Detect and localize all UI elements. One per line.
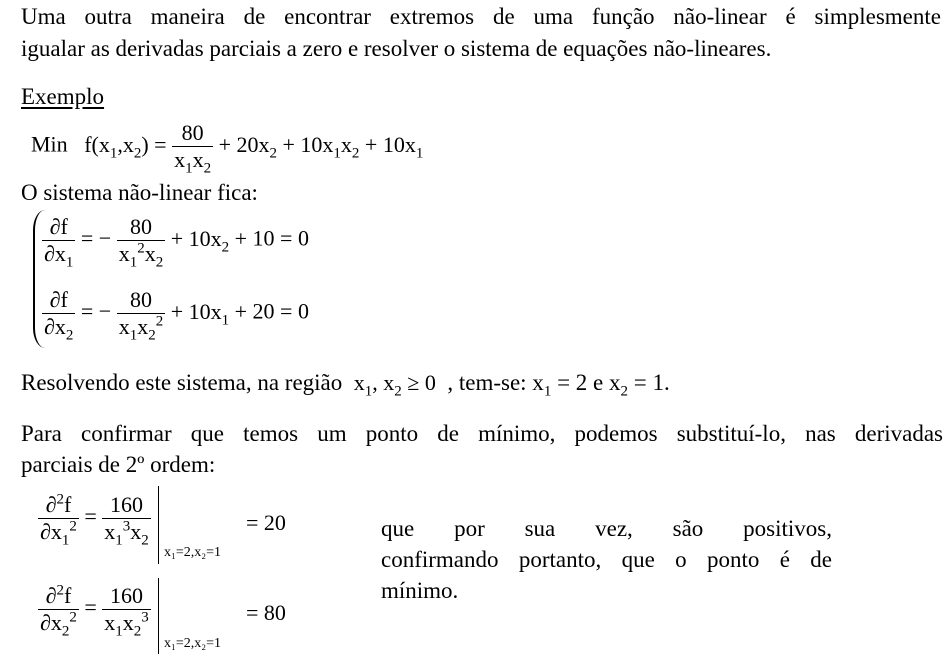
solution-middle: , tem-se: x bbox=[447, 370, 544, 395]
d2-fraction bbox=[102, 583, 151, 640]
eq2-numerator: 80 bbox=[129, 287, 152, 312]
eq2-constant: 20 bbox=[252, 298, 275, 324]
eq1-denominator: $x_1^2x_2$ bbox=[118, 240, 164, 271]
solution-prefix: Resolvendo este sistema, na região bbox=[21, 370, 343, 395]
objective-rest: + $20x_2 + 10x_1x_2 + 10x_1$ bbox=[218, 131, 424, 161]
example-heading: Exemplo bbox=[21, 84, 105, 109]
eq1-numerator: 80 bbox=[129, 214, 152, 239]
d1-result: = 20 bbox=[246, 510, 286, 535]
eq1-constant: 10 bbox=[252, 225, 275, 251]
eval-point-1: x₁=2,x₂=1 bbox=[164, 545, 222, 560]
d2-result: = 80 bbox=[246, 600, 286, 625]
objective-fraction bbox=[172, 120, 213, 177]
objective-numerator: 80 bbox=[181, 120, 204, 145]
confirm-line-2: parciais de 2º ordem: bbox=[21, 452, 216, 477]
d2f-dx1-2: $\frac{\partial^2f}{\partial x_1^2}$ bbox=[40, 491, 77, 549]
intro-line-2: igualar as derivadas parciais a zero e resolver o sistema de equações não-lineares. bbox=[21, 36, 772, 61]
solution-line: Resolvendo este sistema, na região $x_1$, $x_2 \ge 0$ , tem-se: $x_1 = 2$ e $x_2 = 1$. bbox=[21, 370, 670, 400]
system-equation-1: $\frac{\partial f}{\partial x_1}$ = − $\frac{80}{x_1^2x_2}$ + $10x_2 + 10 = 0$ bbox=[44, 214, 309, 271]
conclusion-line-3: mínimo. bbox=[381, 578, 459, 603]
system-equation-2: $\frac{\partial f}{\partial x_2}$ = − $\frac{80}{x_1x_2^2}$ + $10x_1 + 20 = 0$ bbox=[44, 287, 309, 344]
intro-line-1: Uma outra maneira de encontrar extremos de uma função não-linear é simplesmente bbox=[21, 4, 941, 29]
partial-f-x1: $\frac{\partial f}{\partial x_1}$ bbox=[44, 214, 74, 271]
objective-denominator: $x_1x_2$ bbox=[174, 147, 212, 177]
eq2-rhs: 0 bbox=[297, 298, 309, 324]
system-intro: O sistema não-linear fica: bbox=[21, 180, 258, 205]
eq2-denominator: $x_1x_2^2$ bbox=[118, 313, 164, 344]
second-derivative-1: $\frac{\partial^2f}{\partial x_1^2}$ = $\frac{160}{x_1^3x_2}$ bbox=[40, 491, 149, 549]
d1-numerator: 160 bbox=[110, 492, 144, 517]
eq2-fraction bbox=[117, 287, 166, 344]
eval-bar-2 bbox=[158, 578, 159, 654]
confirm-line-1: Para confirmar que temos um ponto de mínimo, podemos substituí-lo, nas derivadas bbox=[21, 421, 943, 446]
x2-value: 1. bbox=[652, 370, 670, 395]
d2-numerator: 160 bbox=[110, 583, 144, 608]
conclusion-line-2: confirmando portanto, que o ponto é de bbox=[381, 547, 832, 572]
x1-value: 2 bbox=[575, 370, 588, 395]
objective-lhs: $f(x_1,x_2)$ = bbox=[84, 131, 167, 161]
partial-f-x2: $\frac{\partial f}{\partial x_2}$ bbox=[44, 287, 74, 344]
d2-denominator: $x_1x_2^3$ bbox=[104, 609, 149, 640]
objective-function bbox=[31, 120, 424, 177]
conclusion-line-1: que por sua vez, são positivos, bbox=[381, 516, 832, 541]
and-word: e x bbox=[593, 370, 621, 395]
eq1-rhs: 0 bbox=[297, 225, 309, 251]
d1-fraction bbox=[102, 492, 151, 549]
eval-point-2: x₁=2,x₂=1 bbox=[164, 636, 222, 651]
second-derivative-2: $\frac{\partial^2f}{\partial x_2^2}$ = $\frac{160}{x_1x_2^3}$ bbox=[40, 582, 149, 640]
min-label: Min bbox=[31, 131, 68, 157]
d2f-dx2-2: $\frac{\partial^2f}{\partial x_2^2}$ bbox=[40, 582, 77, 640]
d1-denominator: $x_1^3x_2$ bbox=[104, 518, 149, 549]
eq1-fraction bbox=[117, 214, 166, 271]
eval-bar-1 bbox=[158, 486, 159, 564]
region-condition: $x_1$, $x_2 \ge 0$ bbox=[353, 370, 436, 400]
